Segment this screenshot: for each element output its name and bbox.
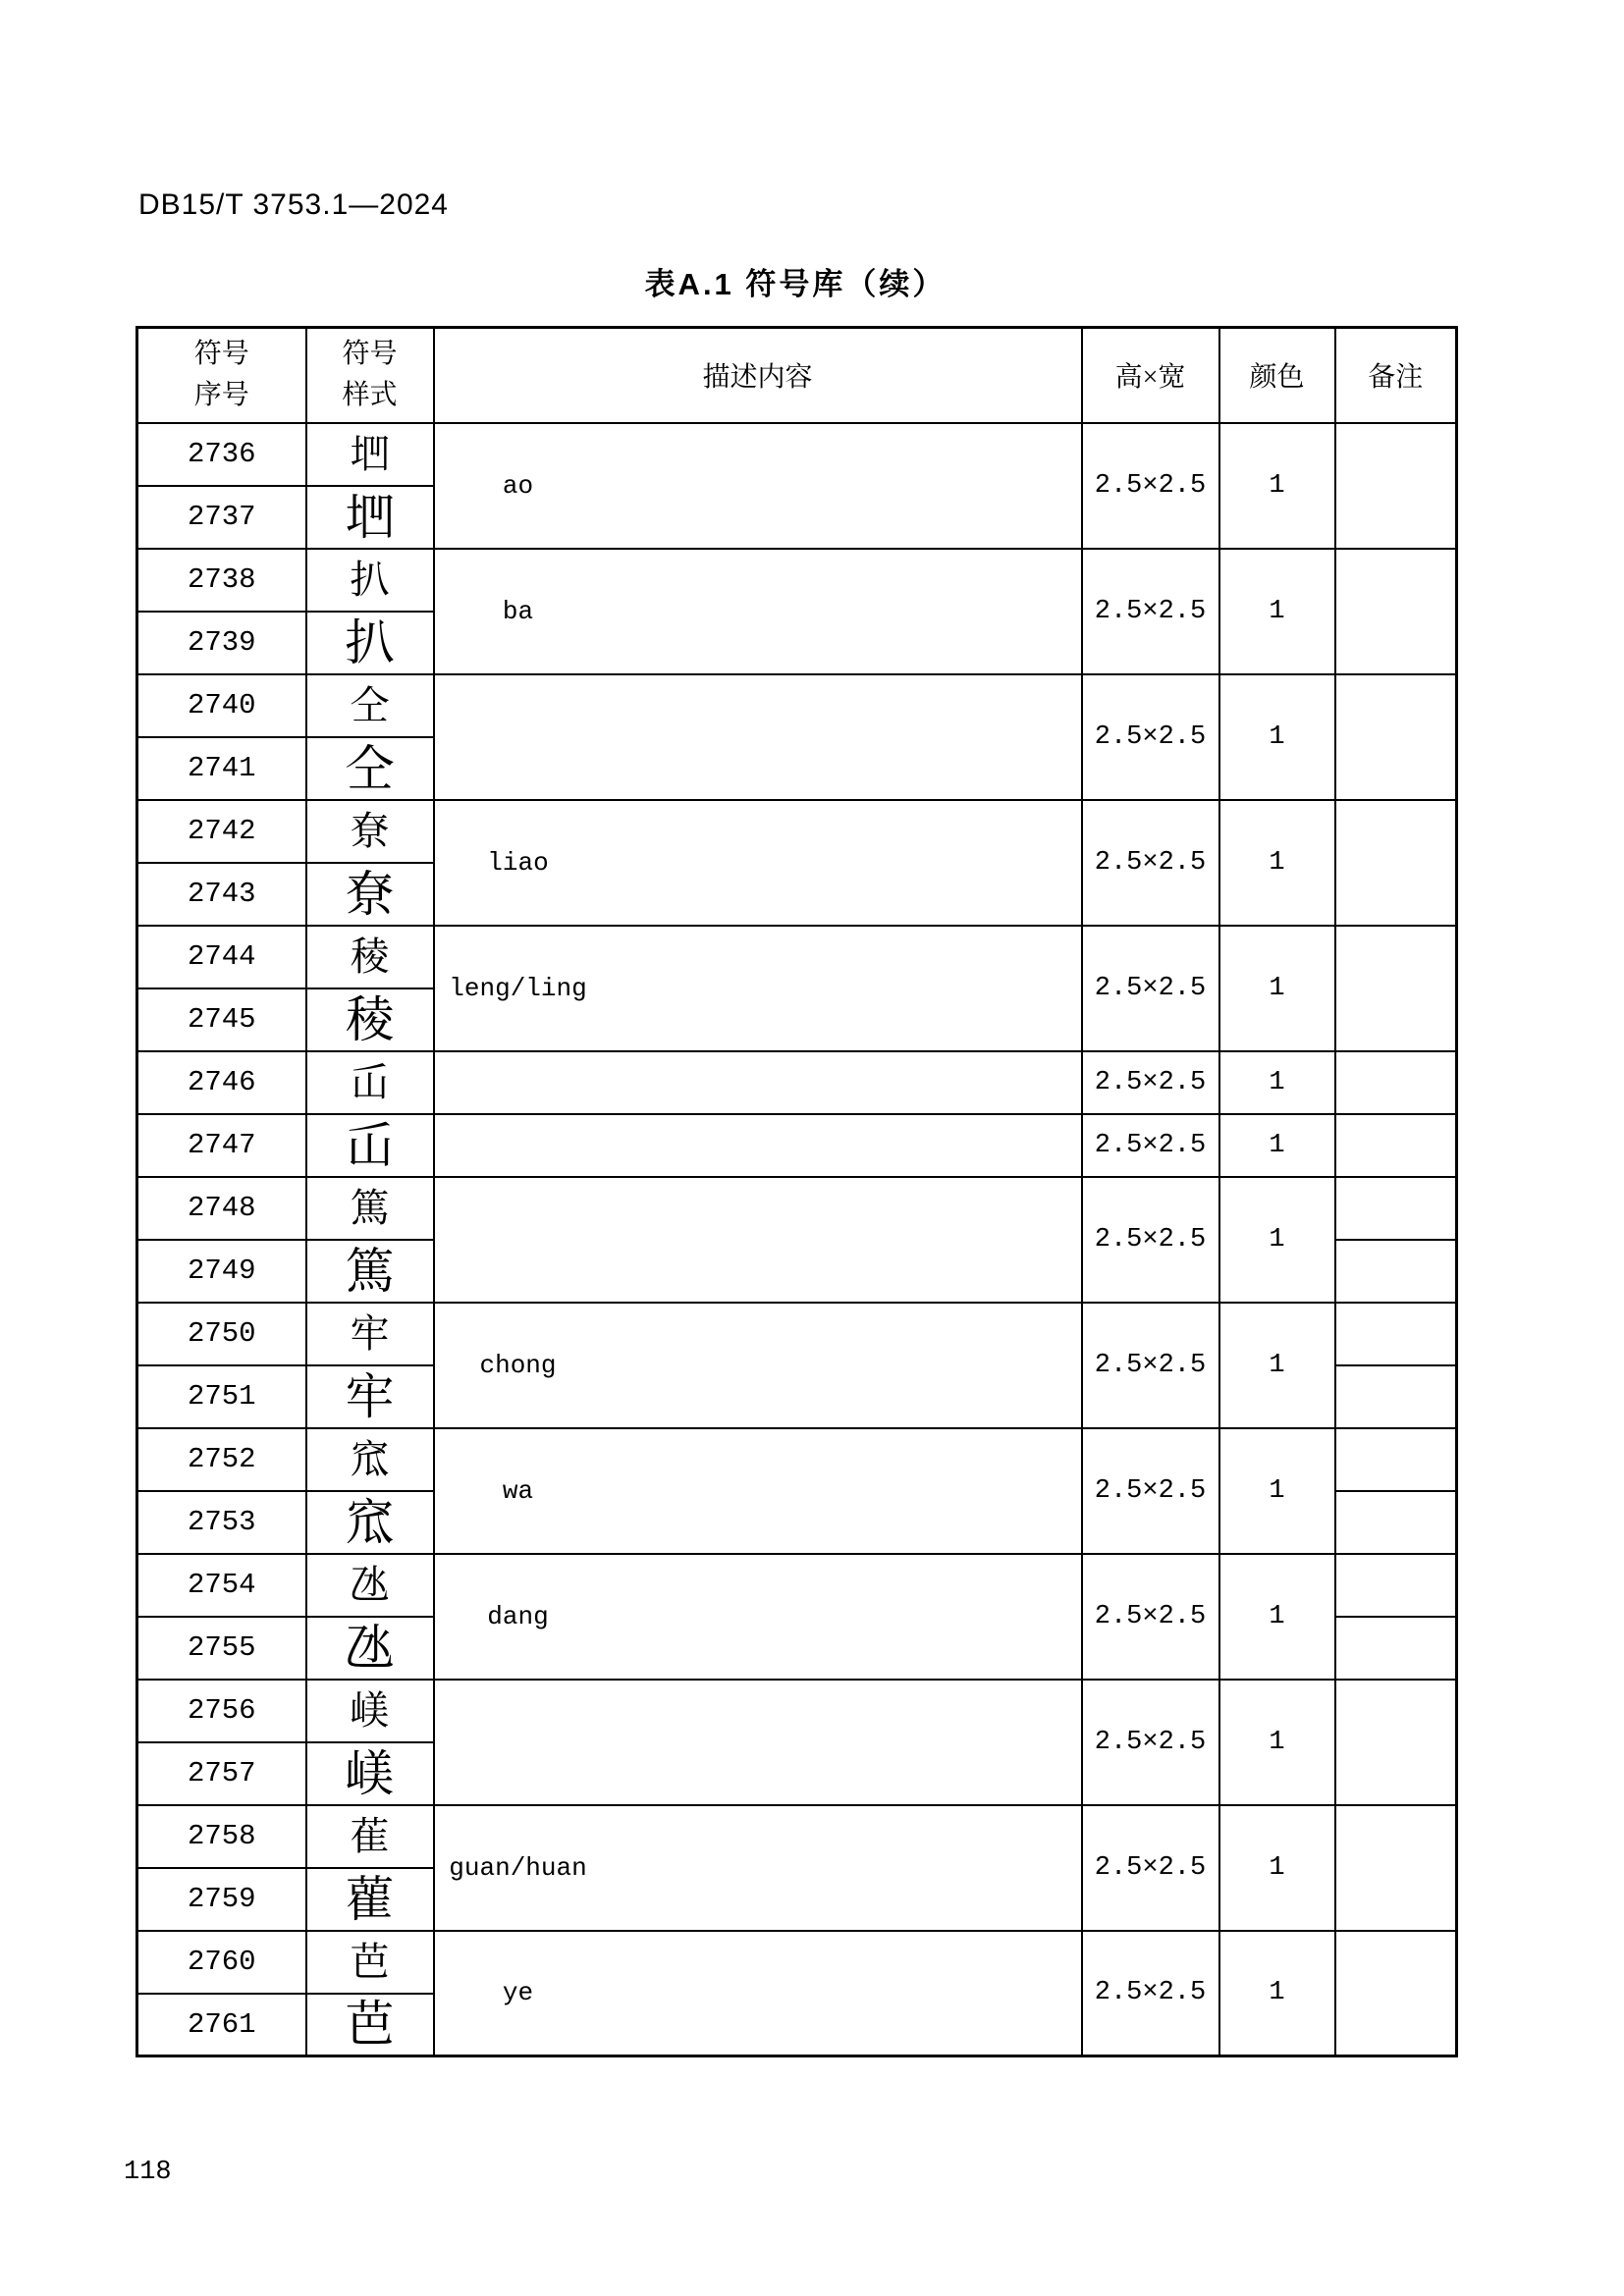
- col-header-description: 描述内容: [434, 328, 1082, 423]
- symbol-number-cell: 2737: [137, 486, 306, 549]
- symbol-glyph: 窊: [306, 1491, 434, 1554]
- description-cell: [434, 1051, 1082, 1114]
- col-header-symbol-number-line2: 序号: [193, 380, 249, 411]
- size-cell: 2.5×2.5: [1082, 1177, 1219, 1303]
- description-text: chong: [479, 1350, 557, 1380]
- remark-cell: [1335, 1491, 1457, 1554]
- symbol-number-cell: 2741: [137, 737, 306, 800]
- color-cell: 1: [1219, 1114, 1335, 1177]
- symbol-number-cell: 2756: [137, 1680, 306, 1742]
- symbol-glyph: 窊: [306, 1428, 434, 1491]
- color-cell: 1: [1219, 1931, 1335, 2056]
- description-text: leng/ling: [449, 973, 587, 1003]
- color-cell: 1: [1219, 549, 1335, 674]
- symbol-row: [137, 1931, 1457, 1994]
- symbol-number-cell: 2744: [137, 926, 306, 988]
- symbol-glyph: 仝: [306, 674, 434, 737]
- symbol-glyph: 牢: [306, 1303, 434, 1365]
- remark-cell: [1335, 1805, 1457, 1931]
- symbol-glyph: 篤: [306, 1177, 434, 1240]
- symbol-glyph: 尞: [306, 863, 434, 926]
- symbol-number-cell: 2748: [137, 1177, 306, 1240]
- color-cell: 1: [1219, 423, 1335, 549]
- col-header-symbol-number: [137, 328, 306, 423]
- symbol-glyph: 氹: [306, 1554, 434, 1617]
- remark-cell: [1335, 1365, 1457, 1428]
- symbol-number-cell: 2751: [137, 1365, 306, 1428]
- symbol-number-cell: 2755: [137, 1617, 306, 1680]
- description-cell: [434, 1177, 1082, 1303]
- size-cell: 2.5×2.5: [1082, 423, 1219, 549]
- remark-cell: [1335, 1240, 1457, 1303]
- size-cell: 2.5×2.5: [1082, 674, 1219, 800]
- symbol-row: [137, 674, 1457, 737]
- color-cell: 1: [1219, 1051, 1335, 1114]
- color-cell: 1: [1219, 1303, 1335, 1428]
- remark-cell: [1335, 1051, 1457, 1114]
- symbol-glyph: 尞: [306, 800, 434, 863]
- remark-cell: [1335, 1617, 1457, 1680]
- symbol-glyph: 芭: [306, 1994, 434, 2056]
- col-header-color: 颜色: [1219, 328, 1335, 423]
- remark-cell: [1335, 1114, 1457, 1177]
- size-cell: 2.5×2.5: [1082, 1554, 1219, 1680]
- remark-cell: [1335, 926, 1457, 1051]
- page-number: 118: [124, 2158, 172, 2187]
- symbol-row: [137, 1114, 1457, 1177]
- color-cell: 1: [1219, 1805, 1335, 1931]
- remark-cell: [1335, 800, 1457, 926]
- symbol-glyph: 芭: [306, 1931, 434, 1994]
- symbol-number-cell: 2753: [137, 1491, 306, 1554]
- remark-cell: [1335, 423, 1457, 549]
- symbol-number-cell: 2752: [137, 1428, 306, 1491]
- symbol-glyph: 垇: [306, 423, 434, 486]
- description-cell: [434, 1114, 1082, 1177]
- symbol-number-cell: 2754: [137, 1554, 306, 1617]
- col-header-symbol-style-line1: 符号: [342, 339, 398, 370]
- col-header-symbol-number-line1: 符号: [193, 339, 249, 370]
- size-cell: 2.5×2.5: [1082, 1931, 1219, 2056]
- size-cell: 2.5×2.5: [1082, 926, 1219, 1051]
- remark-cell: [1335, 1177, 1457, 1240]
- symbol-glyph: 屲: [306, 1114, 434, 1177]
- color-cell: 1: [1219, 1554, 1335, 1680]
- description-text: ye: [502, 1978, 534, 2008]
- symbol-number-cell: 2738: [137, 549, 306, 612]
- col-header-size: 高×宽: [1082, 328, 1219, 423]
- symbol-number-cell: 2740: [137, 674, 306, 737]
- col-header-symbol-style-line2: 样式: [342, 380, 398, 411]
- symbol-number-cell: 2750: [137, 1303, 306, 1365]
- size-cell: 2.5×2.5: [1082, 1680, 1219, 1805]
- symbol-row: [137, 423, 1457, 486]
- symbol-glyph: 扒: [306, 612, 434, 674]
- symbol-number-cell: 2761: [137, 1994, 306, 2056]
- description-text: dang: [487, 1601, 549, 1631]
- size-cell: 2.5×2.5: [1082, 1428, 1219, 1554]
- color-cell: 1: [1219, 800, 1335, 926]
- description-text: guan/huan: [449, 1852, 587, 1883]
- size-cell: 2.5×2.5: [1082, 549, 1219, 674]
- symbol-number-cell: 2739: [137, 612, 306, 674]
- header-row: [137, 328, 1457, 423]
- remark-cell: [1335, 1554, 1457, 1617]
- remark-cell: [1335, 1931, 1457, 2056]
- symbol-row: [137, 1051, 1457, 1114]
- size-cell: 2.5×2.5: [1082, 1805, 1219, 1931]
- symbol-row: [137, 1554, 1457, 1617]
- symbol-table: [135, 326, 1458, 2057]
- table-header: [137, 328, 1457, 423]
- symbol-glyph: 嵄: [306, 1742, 434, 1805]
- col-header-symbol-style: [306, 328, 434, 423]
- symbol-row: [137, 1303, 1457, 1365]
- description-cell: [434, 1805, 1082, 1931]
- color-cell: 1: [1219, 674, 1335, 800]
- symbol-number-cell: 2742: [137, 800, 306, 863]
- description-cell: [434, 926, 1082, 1051]
- description-cell: [434, 1428, 1082, 1554]
- symbol-glyph: 篤: [306, 1240, 434, 1303]
- color-cell: 1: [1219, 1680, 1335, 1805]
- symbol-row: [137, 549, 1457, 612]
- remark-cell: [1335, 1680, 1457, 1805]
- symbol-number-cell: 2743: [137, 863, 306, 926]
- description-cell: [434, 1680, 1082, 1805]
- symbol-number-cell: 2747: [137, 1114, 306, 1177]
- size-cell: 2.5×2.5: [1082, 1051, 1219, 1114]
- symbol-glyph: 扒: [306, 549, 434, 612]
- symbol-number-cell: 2760: [137, 1931, 306, 1994]
- symbol-row: [137, 926, 1457, 988]
- size-cell: 2.5×2.5: [1082, 800, 1219, 926]
- description-text: ao: [502, 470, 534, 501]
- symbol-glyph: 雚: [306, 1868, 434, 1931]
- remark-cell: [1335, 1428, 1457, 1491]
- color-cell: 1: [1219, 926, 1335, 1051]
- symbol-row: [137, 800, 1457, 863]
- remark-cell: [1335, 674, 1457, 800]
- symbol-glyph: 嵄: [306, 1680, 434, 1742]
- description-cell: [434, 1931, 1082, 2056]
- description-cell: [434, 1554, 1082, 1680]
- symbol-number-cell: 2759: [137, 1868, 306, 1931]
- symbol-glyph: 仝: [306, 737, 434, 800]
- description-cell: [434, 1303, 1082, 1428]
- symbol-glyph: 牢: [306, 1365, 434, 1428]
- remark-cell: [1335, 549, 1457, 674]
- table-body: [137, 423, 1457, 2056]
- color-cell: 1: [1219, 1428, 1335, 1554]
- symbol-row: [137, 1428, 1457, 1491]
- symbol-glyph: 氹: [306, 1617, 434, 1680]
- symbol-row: [137, 1805, 1457, 1868]
- description-text: liao: [487, 847, 549, 878]
- color-cell: 1: [1219, 1177, 1335, 1303]
- description-text: wa: [502, 1475, 534, 1506]
- symbol-glyph: 萑: [306, 1805, 434, 1868]
- symbol-number-cell: 2746: [137, 1051, 306, 1114]
- description-cell: [434, 423, 1082, 549]
- symbol-row: [137, 1680, 1457, 1742]
- symbol-number-cell: 2749: [137, 1240, 306, 1303]
- symbol-number-cell: 2757: [137, 1742, 306, 1805]
- symbol-glyph: 垇: [306, 486, 434, 549]
- symbol-number-cell: 2745: [137, 988, 306, 1051]
- description-text: ba: [502, 596, 534, 626]
- col-header-remark: 备注: [1335, 328, 1457, 423]
- symbol-number-cell: 2736: [137, 423, 306, 486]
- symbol-row: [137, 1177, 1457, 1240]
- symbol-number-cell: 2758: [137, 1805, 306, 1868]
- table-title: 表A.1 符号库（续）: [644, 267, 947, 301]
- description-cell: [434, 549, 1082, 674]
- remark-cell: [1335, 1303, 1457, 1365]
- doc-code: DB15/T 3753.1—2024: [138, 188, 449, 221]
- symbol-glyph: 屲: [306, 1051, 434, 1114]
- size-cell: 2.5×2.5: [1082, 1114, 1219, 1177]
- symbol-glyph: 稜: [306, 988, 434, 1051]
- description-cell: [434, 800, 1082, 926]
- size-cell: 2.5×2.5: [1082, 1303, 1219, 1428]
- symbol-glyph: 稜: [306, 926, 434, 988]
- description-cell: [434, 674, 1082, 800]
